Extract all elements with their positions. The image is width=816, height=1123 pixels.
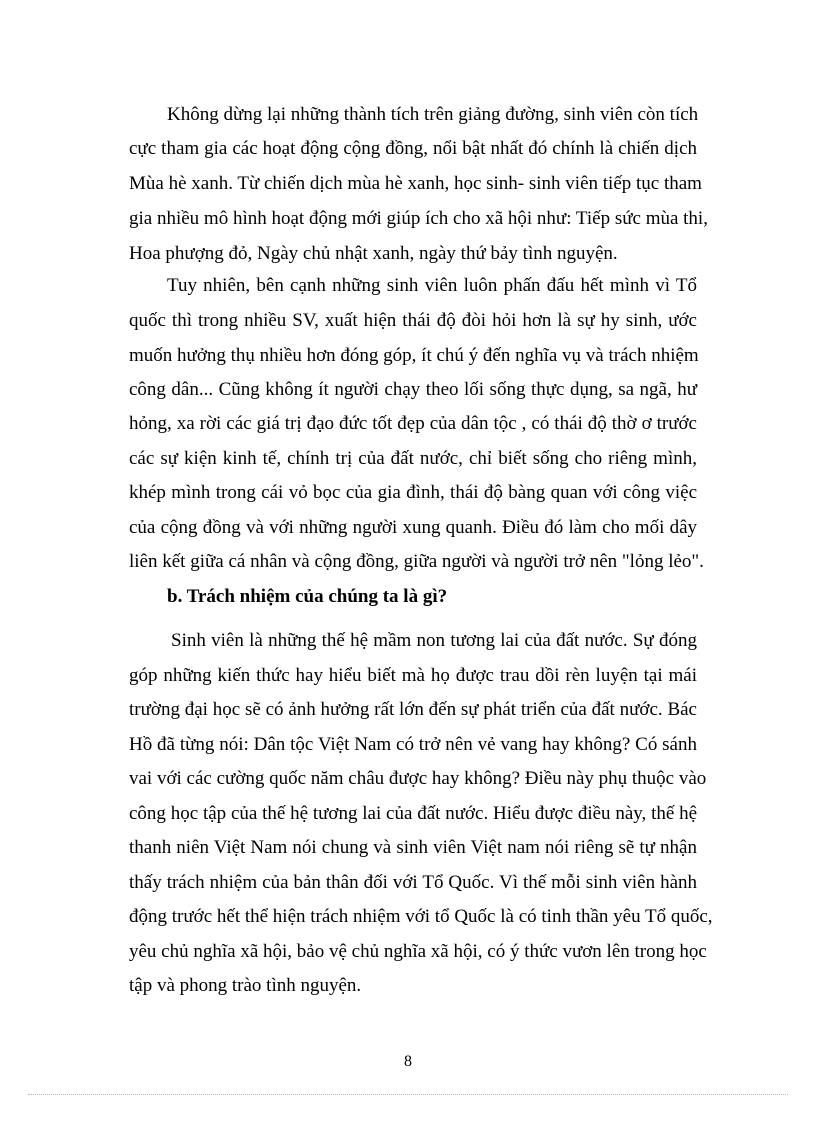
- paragraph-line: động trước hết thể hiện trách nhiệm với tổ Quốc là có tinh thần yêu Tổ quốc,: [129, 906, 713, 927]
- paragraph-line: Không dừng lại những thành tích trên giảng đường, sinh viên còn tích: [167, 104, 699, 125]
- paragraph-line: thấy trách nhiệm của bản thân đối với Tổ Quốc. Vì thế mỗi sinh viên hành: [129, 872, 697, 893]
- paragraph-line: trường đại học sẽ có ảnh hưởng rất lớn đến sự phát triển của đất nước. Bác: [129, 699, 697, 720]
- paragraph-line: cực tham gia các hoạt động cộng đồng, nổi bật nhất đó chính là chiến dịch: [129, 138, 697, 159]
- paragraph-line: công học tập của thế hệ tương lai của đất nước. Hiểu được điều này, thế hệ: [129, 803, 697, 824]
- paragraph-line: Mùa hè xanh. Từ chiến dịch mùa hè xanh, học sinh- sinh viên tiếp tục tham: [129, 173, 702, 194]
- paragraph-line: Hoa phượng đỏ, Ngày chủ nhật xanh, ngày thứ bảy tình nguyện.: [129, 243, 618, 264]
- paragraph-line: hỏng, xa rời các giá trị đạo đức tốt đẹp của dân tộc , có thái độ thờ ơ trước: [129, 413, 697, 434]
- paragraph-line: liên kết giữa cá nhân và cộng đồng, giữa người và người trở nên "lỏng lẻo".: [129, 551, 704, 572]
- paragraph-line: các sự kiện kinh tế, chính trị của đất nước, chỉ biết sống cho riêng mình,: [129, 448, 697, 469]
- paragraph-line: yêu chủ nghĩa xã hội, bảo vệ chủ nghĩa xã hội, có ý thức vươn lên trong học: [129, 941, 707, 962]
- paragraph-line: muốn hưởng thụ nhiều hơn đóng góp, ít chú ý đến nghĩa vụ và trách nhiệm: [129, 345, 699, 366]
- paragraph-line: Sinh viên là những thế hệ mầm non tương lai của đất nước. Sự đóng: [171, 630, 697, 651]
- footer-divider: [28, 1094, 788, 1095]
- paragraph-line: tập và phong trào tình nguyện.: [129, 975, 362, 996]
- section-heading: b. Trách nhiệm của chúng ta là gì?: [167, 586, 448, 607]
- paragraph-line: thanh niên Việt Nam nói chung và sinh viên Việt nam nói riêng sẽ tự nhận: [129, 837, 697, 858]
- paragraph-line: khép mình trong cái vỏ bọc của gia đình, thái độ bàng quan với công việc: [129, 482, 697, 503]
- paragraph-line: của cộng đồng và với những người xung quanh. Điều đó làm cho mối dây: [129, 517, 697, 538]
- paragraph-line: vai với các cường quốc năm châu được hay không? Điều này phụ thuộc vào: [129, 768, 707, 789]
- paragraph-line: Tuy nhiên, bên cạnh những sinh viên luôn phấn đấu hết mình vì Tổ: [167, 275, 697, 296]
- paragraph-line: gia nhiều mô hình hoạt động mới giúp ích cho xã hội như: Tiếp sức mùa thi,: [129, 208, 708, 229]
- page-number: 8: [404, 1053, 412, 1070]
- paragraph-line: góp những kiến thức hay hiểu biết mà họ được trau dồi rèn luyện tại mái: [129, 665, 697, 686]
- paragraph-line: Hồ đã từng nói: Dân tộc Việt Nam có trở nên vẻ vang hay không? Có sánh: [129, 734, 697, 755]
- paragraph-line: công dân... Cũng không ít người chạy theo lối sống thực dụng, sa ngã, hư: [129, 379, 697, 400]
- paragraph-line: quốc thì trong nhiều SV, xuất hiện thái độ đòi hỏi hơn là sự hy sinh, ước: [129, 310, 697, 331]
